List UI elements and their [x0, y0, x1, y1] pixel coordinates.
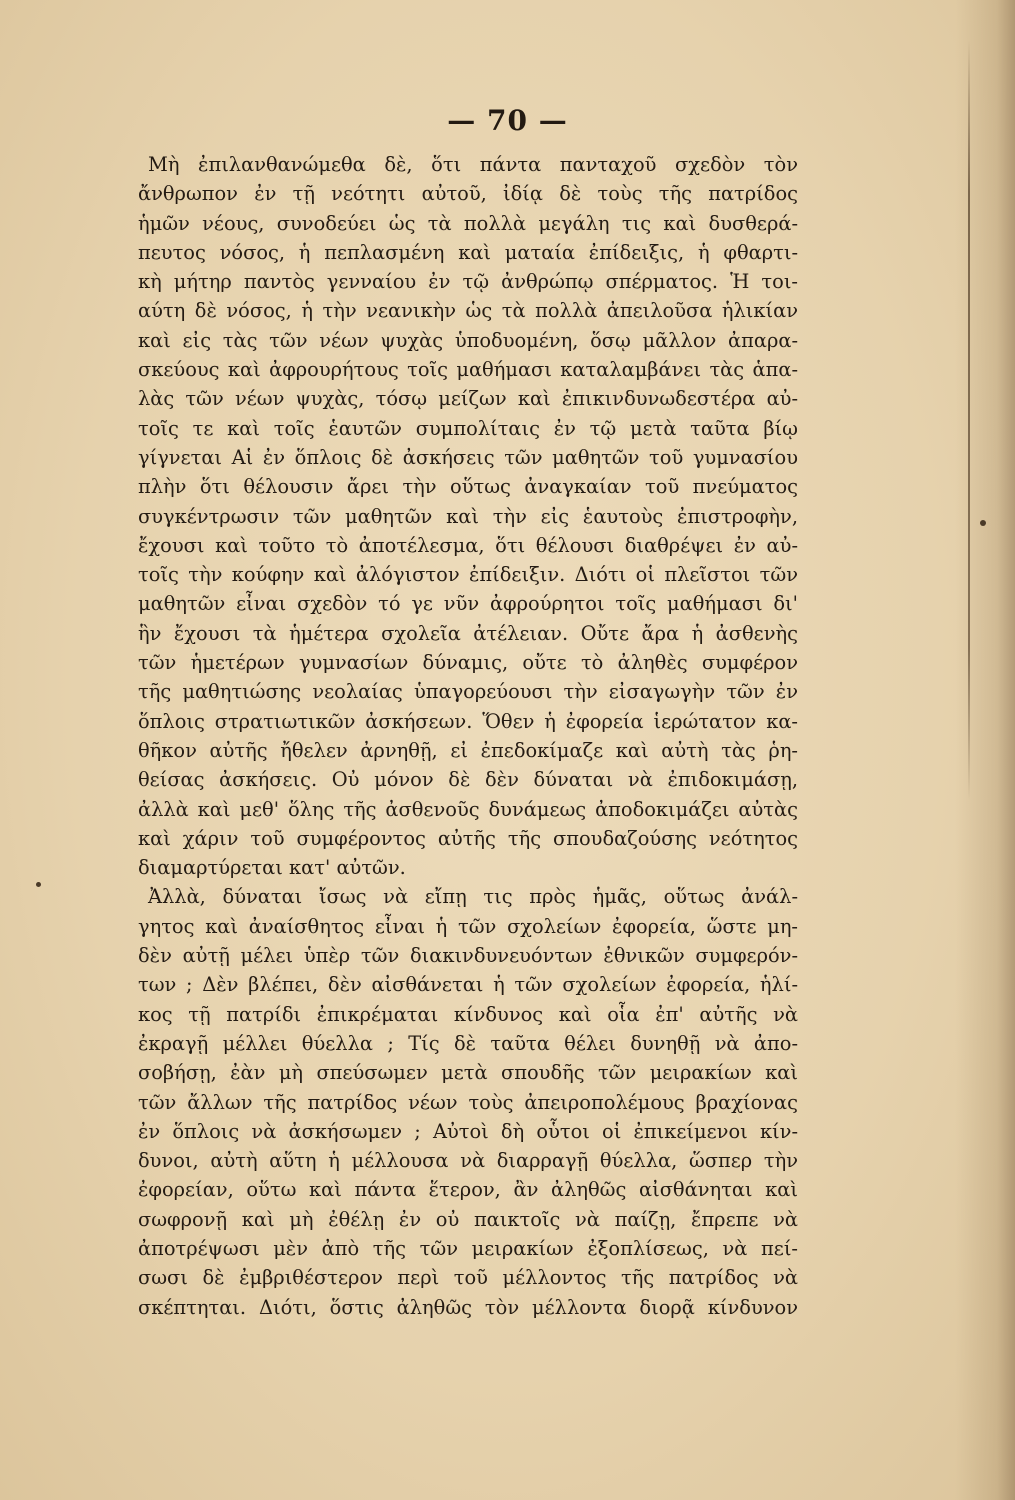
text-line: κος τῇ πατρίδι ἐπικρέμαται κίνδυνος καὶ οἷα ἐπ' αὐτῆς νὰ — [138, 1002, 798, 1026]
ink-speck — [980, 520, 986, 526]
body-text — [138, 150, 798, 1322]
text-line: διαμαρτύρεται κατ' αὐτῶν. — [138, 856, 406, 880]
text-line: καὶ χάριν τοῦ συμφέροντος αὐτῆς τῆς σπουδαζούσης νεότητος — [138, 826, 798, 850]
text-line: ἀποτρέψωσι μὲν ἀπὸ τῆς τῶν μειρακίων ἐξοπλίσεως, νὰ πεί- — [138, 1236, 798, 1260]
text-line: σωσι δὲ ἐμβριθέστερον περὶ τοῦ μέλλοντος τῆς πατρίδος νὰ — [138, 1266, 798, 1290]
text-line: δὲν αὐτῇ μέλει ὑπὲρ τῶν διακινδυνευόντων ἐθνικῶν συμφερόν- — [138, 944, 798, 968]
text-line: σκέπτηται. Διότι, ὅστις ἀληθῶς τὸν μέλλοντα διορᾷ κίνδυνον — [138, 1295, 798, 1319]
text-line: ἀλλὰ καὶ μεθ' ὅλης τῆς ἀσθενοῦς δυνάμεως ἀποδοκιμάζει αὐτὰς — [138, 797, 798, 821]
text-line: θῆκον αὐτῆς ἤθελεν ἀρνηθῇ, εἰ ἐπεδοκίμαζε καὶ αὐτὴ τὰς ῥη- — [138, 738, 798, 762]
text-line: τῶν ἡμετέρων γυμνασίων δύναμις, οὔτε τὸ ἀληθὲς συμφέρον — [138, 651, 798, 675]
text-line: γητος καὶ ἀναίσθητος εἶναι ἡ τῶν σχολείων ἐφορεία, ὥστε μη- — [138, 914, 798, 938]
page-number: — 70 — — [447, 104, 568, 137]
text-line: ὅπλοις στρατιωτικῶν ἀσκήσεων. Ὅθεν ἡ ἐφορεία ἱερώτατον κα- — [138, 709, 798, 733]
text-line: σκεύους καὶ ἀφρουρήτους τοῖς μαθήμασι καταλαμβάνει τὰς ἁπα- — [138, 358, 798, 382]
text-line: θείσας ἀσκήσεις. Οὐ μόνον δὲ δὲν δύναται νὰ ἐπιδοκιμάσῃ, — [138, 768, 798, 792]
text-line: τῶν ἄλλων τῆς πατρίδος νέων τοὺς ἀπειροπολέμους βραχίονας — [138, 1090, 798, 1114]
text-line: τοῖς τε καὶ τοῖς ἑαυτῶν συμπολίταις ἐν τῷ μετὰ ταῦτα βίῳ — [138, 416, 798, 440]
text-line: δυνοι, αὐτὴ αὕτη ἡ μέλλουσα νὰ διαρραγῇ θύελλα, ὥσπερ τὴν — [138, 1149, 798, 1173]
text-line: σωφρονῇ καὶ μὴ ἐθέλῃ ἐν οὐ παικτοῖς νὰ παίζῃ, ἔπρεπε νὰ — [138, 1207, 798, 1231]
text-line: ἡμῶν νέους, συνοδεύει ὡς τὰ πολλὰ μεγάλη τις καὶ δυσθερά- — [138, 211, 798, 235]
text-line: συγκέντρωσιν τῶν μαθητῶν καὶ τὴν εἰς ἑαυτοὺς ἐπιστροφὴν, — [138, 504, 798, 528]
text-line: ἔχουσι καὶ τοῦτο τὸ ἀποτέλεσμα, ὅτι θέλουσι διαθρέψει ἐν αὐ- — [138, 533, 798, 557]
text-line: ἐν ὅπλοις νὰ ἀσκήσωμεν ; Αὐτοὶ δὴ οὗτοι οἱ ἐπικείμενοι κίν- — [138, 1119, 798, 1143]
text-line: ἐφορείαν, οὕτω καὶ πάντα ἕτερον, ἂν ἀληθῶς αἰσθάνηται καὶ — [138, 1178, 798, 1202]
text-line: τῆς μαθητιώσης νεολαίας ὑπαγορεύουσι τὴν εἰσαγωγὴν τῶν ἐν — [138, 680, 798, 704]
text-line: καὶ εἰς τὰς τῶν νέων ψυχὰς ὑποδυομένη, ὅσῳ μᾶλλον ἀπαρα- — [138, 328, 798, 352]
text-line: Μὴ ἐπιλανθανώμεθα δὲ, ὅτι πάντα πανταχοῦ σχεδὸν τὸν — [148, 153, 798, 176]
text-line: ἄνθρωπον ἐν τῇ νεότητι αὐτοῦ, ἰδίᾳ δὲ τοὺς τῆς πατρίδος — [138, 182, 798, 206]
text-line: κὴ μήτηρ παντὸς γενναίου ἐν τῷ ἀνθρώπῳ σπέρματος. Ἡ τοι- — [138, 270, 798, 294]
text-line: Ἀλλὰ, δύναται ἴσως νὰ εἴπῃ τις πρὸς ἡμᾶς, οὕτως ἀνάλ- — [148, 885, 798, 909]
text-line: ἐκραγῇ μέλλει θύελλα ; Τίς δὲ ταῦτα θέλει δυνηθῇ νὰ ἀπο- — [138, 1031, 798, 1055]
text-line: γίγνεται Αἱ ἐν ὅπλοις δὲ ἀσκήσεις τῶν μαθητῶν τοῦ γυμνασίου — [138, 445, 798, 469]
text-line: πευτος νόσος, ἡ πεπλασμένη καὶ ματαία ἐπίδειξις, ἡ φθαρτι- — [138, 240, 798, 264]
text-line: τοῖς τὴν κούφην καὶ ἀλόγιστον ἐπίδειξιν. Διότι οἱ πλεῖστοι τῶν — [138, 563, 798, 587]
text-line: των ; Δὲν βλέπει, δὲν αἰσθάνεται ἡ τῶν σχολείων ἐφορεία, ἡλί- — [138, 973, 798, 997]
page-edge-shadow — [955, 0, 1015, 1500]
ink-speck — [36, 882, 41, 887]
page-fold-line — [968, 40, 970, 800]
text-line: σοβήσῃ, ἐὰν μὴ σπεύσωμεν μετὰ σπουδῆς τῶν μειρακίων καὶ — [138, 1061, 798, 1085]
text-line: μαθητῶν εἶναι σχεδὸν τό γε νῦν ἀφρούρητοι τοῖς μαθήμασι δι' — [138, 592, 798, 616]
text-line: ἣν ἔχουσι τὰ ἡμέτερα σχολεῖα ἀτέλειαν. Οὔτε ἄρα ἡ ἀσθενὴς — [138, 621, 798, 645]
text-line: λὰς τῶν νέων ψυχὰς, τόσῳ μείζων καὶ ἐπικινδυνωδεστέρα αὐ- — [138, 387, 798, 411]
text-line: πλὴν ὅτι θέλουσιν ἄρει τὴν οὕτως ἀναγκαίαν τοῦ πνεύματος — [138, 475, 798, 499]
text-line: αύτη δὲ νόσος, ἡ τὴν νεανικὴν ὡς τὰ πολλὰ ἀπειλοῦσα ἡλικίαν — [138, 299, 798, 323]
